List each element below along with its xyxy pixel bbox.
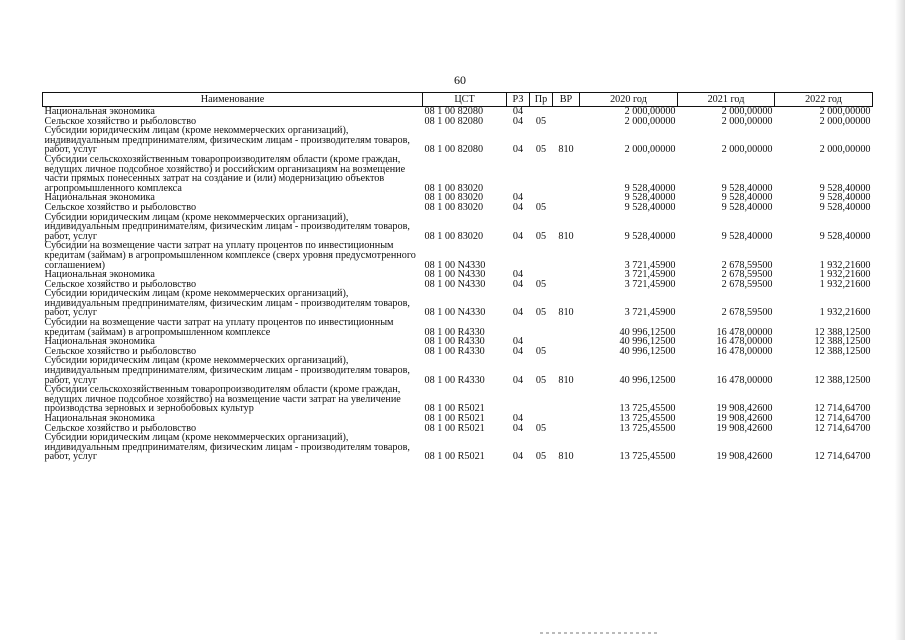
- cell-vr: [553, 318, 580, 337]
- cell-y2021: 19 908,42600: [716, 451, 773, 463]
- table-row: [43, 289, 873, 318]
- cell-pr: [530, 155, 553, 193]
- cell-y2022: 1 932,21600: [819, 259, 871, 271]
- cell-rz: 04: [512, 451, 524, 463]
- cell-pr: 05: [535, 278, 547, 290]
- cell-rz: [507, 318, 530, 337]
- cell-vr: [553, 107, 580, 117]
- cell-name: Субсидии сельскохозяйственным товаропроизводителям области (кроме граждан, ведущих личное подсобное хозяйство) на возмещение части затрат на увеличение производства зерновых и зернобобовых культур: [44, 384, 401, 415]
- column-header-cst: ЦСТ: [423, 93, 507, 107]
- cell-name: Субсидии юридическим лицам (кроме некоммерческих организаций), индивидуальным предпринимателям, физическим лицам - производителям товаров, работ, услуг: [44, 355, 410, 386]
- cell-y2022: 1 932,21600: [819, 307, 871, 319]
- cell-cst: 08 1 00 N4330: [424, 307, 486, 319]
- cell-y2021: 2 678,59500: [721, 269, 773, 281]
- cell-rz: 04: [512, 422, 524, 434]
- cell-rz: [507, 385, 530, 414]
- cell-rz: 04: [512, 230, 524, 242]
- cell-y2020: 3 721,45900: [624, 269, 676, 281]
- cell-cst: 08 1 00 83020: [424, 182, 484, 194]
- cell-vr: [553, 270, 580, 280]
- cell-y2021: 9 528,40000: [721, 182, 773, 194]
- cell-y2022: 12 388,12500: [814, 345, 871, 357]
- cell-y2021: 9 528,40000: [721, 201, 773, 213]
- cell-vr: 810: [558, 307, 574, 319]
- cell-y2022: 2 000,00000: [819, 106, 871, 117]
- cell-y2021: 16 478,00000: [716, 336, 773, 348]
- cell-y2020: 9 528,40000: [624, 201, 676, 213]
- cell-y2020: 9 528,40000: [624, 182, 676, 194]
- cell-y2020: 3 721,45900: [624, 259, 676, 271]
- cell-y2020: 40 996,12500: [619, 345, 676, 357]
- cell-name: Субсидии на возмещение части затрат на уплату процентов по инвестиционным кредитам (займам) в агропромышленном комплексе (сверх уровня предусмотренного соглашением): [44, 240, 416, 271]
- cell-vr: [553, 117, 580, 127]
- cell-y2021: 2 000,00000: [721, 144, 773, 156]
- table-row: [43, 213, 873, 242]
- cell-y2022: 9 528,40000: [819, 192, 871, 204]
- cell-y2020: 2 000,00000: [624, 115, 676, 127]
- cell-y2022: 1 932,21600: [819, 269, 871, 281]
- cell-y2020: 9 528,40000: [624, 192, 676, 204]
- cell-cst: 08 1 00 N4330: [424, 269, 486, 281]
- cell-pr: 05: [535, 144, 547, 156]
- cell-pr: 05: [535, 230, 547, 242]
- cell-name: Национальная экономика: [44, 413, 155, 424]
- cell-rz: 04: [512, 413, 524, 424]
- cell-rz: 04: [512, 336, 524, 348]
- cell-cst: 08 1 00 R5021: [424, 403, 485, 415]
- table-header-row: [43, 93, 873, 107]
- cell-name: Сельское хозяйство и рыболовство: [44, 422, 197, 434]
- cell-cst: 08 1 00 R5021: [424, 422, 485, 434]
- table-row: [43, 241, 873, 270]
- cell-cst: 08 1 00 R4330: [424, 345, 485, 357]
- cell-name: Сельское хозяйство и рыболовство: [44, 115, 197, 127]
- cell-name: Субсидии юридическим лицам (кроме некоммерческих организаций), индивидуальным предпринимателям, физическим лицам - производителям товаров, работ, услуг: [44, 125, 410, 156]
- cell-y2022: 12 388,12500: [814, 326, 871, 338]
- cell-y2021: 9 528,40000: [721, 192, 773, 204]
- cell-vr: [553, 385, 580, 414]
- cell-cst: 08 1 00 R5021: [424, 451, 485, 463]
- column-header-rz: РЗ: [507, 93, 530, 107]
- cell-y2021: 2 678,59500: [721, 259, 773, 271]
- cell-y2020: 40 996,12500: [619, 336, 676, 348]
- cell-cst: 08 1 00 R4330: [424, 336, 485, 348]
- cell-y2021: 19 908,42600: [716, 413, 773, 424]
- cell-pr: 05: [535, 374, 547, 386]
- scan-edge-shadow: [895, 0, 905, 640]
- cell-vr: [553, 424, 580, 434]
- cell-y2020: 3 721,45900: [624, 307, 676, 319]
- cell-y2022: 9 528,40000: [819, 182, 871, 194]
- table-body: [43, 107, 873, 462]
- cell-name: Сельское хозяйство и рыболовство: [44, 201, 197, 213]
- cell-name: Национальная экономика: [44, 106, 155, 117]
- cell-cst: 08 1 00 83020: [424, 201, 484, 213]
- cell-y2022: 12 714,64700: [814, 403, 871, 415]
- cell-name: Субсидии юридическим лицам (кроме некоммерческих организаций), индивидуальным предпринимателям, физическим лицам - производителям товаров, работ, услуг: [44, 211, 410, 242]
- cell-vr: 810: [558, 451, 574, 463]
- cell-rz: [507, 155, 530, 193]
- cell-rz: 04: [512, 115, 524, 127]
- cell-rz: 04: [512, 106, 524, 117]
- table-row: [43, 155, 873, 193]
- cell-name: Субсидии юридическим лицам (кроме некоммерческих организаций), индивидуальным предпринимателям, физическим лицам - производителям товаров, работ, услуг: [44, 288, 410, 319]
- column-header-2022: 2022 год: [775, 93, 873, 107]
- cell-y2021: 16 478,00000: [716, 345, 773, 357]
- budget-table: [42, 92, 873, 462]
- cell-vr: [553, 347, 580, 357]
- table-row: [43, 433, 873, 462]
- cell-rz: [507, 241, 530, 270]
- cell-y2021: 19 908,42600: [716, 403, 773, 415]
- column-header-pr: Пр: [530, 93, 553, 107]
- cell-vr: 810: [558, 230, 574, 242]
- cell-y2021: 19 908,42600: [716, 422, 773, 434]
- cell-vr: [553, 337, 580, 347]
- cell-y2022: 9 528,40000: [819, 201, 871, 213]
- cell-y2022: 2 000,00000: [819, 115, 871, 127]
- cell-pr: 05: [535, 201, 547, 213]
- column-header-2021: 2021 год: [678, 93, 775, 107]
- cell-name: Национальная экономика: [44, 336, 155, 348]
- cell-rz: 04: [512, 144, 524, 156]
- cell-name: Субсидии на возмещение части затрат на уплату процентов по инвестиционным кредитам (займам) в агропромышленном комплексе: [44, 317, 394, 338]
- cell-cst: 08 1 00 83020: [424, 192, 484, 204]
- cell-rz: 04: [512, 374, 524, 386]
- column-header-2020: 2020 год: [580, 93, 678, 107]
- cell-y2022: 12 714,64700: [814, 422, 871, 434]
- page-number: 60: [454, 73, 466, 87]
- cell-pr: [530, 385, 553, 414]
- cell-y2021: 2 000,00000: [721, 106, 773, 117]
- cell-pr: [530, 241, 553, 270]
- cell-vr: [553, 203, 580, 213]
- cell-y2022: 12 714,64700: [814, 413, 871, 424]
- cell-cst: 08 1 00 R4330: [424, 326, 485, 338]
- cell-y2020: 13 725,45500: [619, 451, 676, 463]
- cell-pr: 05: [535, 422, 547, 434]
- scan-bottom-artifact: [540, 632, 660, 634]
- cell-name: Сельское хозяйство и рыболовство: [44, 345, 197, 357]
- cell-y2021: 16 478,00000: [716, 326, 773, 338]
- cell-rz: 04: [512, 278, 524, 290]
- cell-y2020: 9 528,40000: [624, 230, 676, 242]
- cell-rz: 04: [512, 307, 524, 319]
- cell-y2022: 12 714,64700: [814, 451, 871, 463]
- cell-y2022: 2 000,00000: [819, 144, 871, 156]
- table-row: [43, 356, 873, 385]
- cell-y2020: 13 725,45500: [619, 403, 676, 415]
- table-row: [43, 126, 873, 155]
- cell-name: Национальная экономика: [44, 192, 155, 204]
- cell-cst: 08 1 00 N4330: [424, 259, 486, 271]
- table-row: [43, 318, 873, 337]
- cell-rz: 04: [512, 269, 524, 281]
- cell-y2021: 16 478,00000: [716, 374, 773, 386]
- cell-y2020: 13 725,45500: [619, 422, 676, 434]
- cell-name: Субсидии юридическим лицам (кроме некоммерческих организаций), индивидуальным предпринимателям, физическим лицам - производителям товаров, работ, услуг: [44, 432, 410, 463]
- cell-rz: 04: [512, 201, 524, 213]
- cell-cst: 08 1 00 R4330: [424, 374, 485, 386]
- cell-name: Субсидии сельскохозяйственным товаропроизводителям области (кроме граждан, ведущих личное подсобное хозяйство) и российским организациям на возмещение части прямых понесенных затрат на создание и (или) модернизацию объектов агропромышленного комплекса: [44, 153, 406, 194]
- cell-vr: [553, 241, 580, 270]
- cell-vr: [553, 155, 580, 193]
- cell-vr: [553, 193, 580, 203]
- cell-pr: 05: [535, 307, 547, 319]
- cell-y2020: 40 996,12500: [619, 326, 676, 338]
- cell-cst: 08 1 00 R5021: [424, 413, 485, 424]
- cell-cst: 08 1 00 N4330: [424, 278, 486, 290]
- cell-y2020: 3 721,45900: [624, 278, 676, 290]
- table-row: [43, 385, 873, 414]
- cell-y2021: 2 678,59500: [721, 307, 773, 319]
- cell-y2021: 2 678,59500: [721, 278, 773, 290]
- cell-cst: 08 1 00 83020: [424, 230, 484, 242]
- cell-y2020: 13 725,45500: [619, 413, 676, 424]
- cell-rz: 04: [512, 192, 524, 204]
- cell-y2022: 1 932,21600: [819, 278, 871, 290]
- cell-name: Сельское хозяйство и рыболовство: [44, 278, 197, 290]
- column-header-vr: ВР: [553, 93, 580, 107]
- cell-y2022: 9 528,40000: [819, 230, 871, 242]
- cell-cst: 08 1 00 82080: [424, 115, 484, 127]
- cell-y2022: 12 388,12500: [814, 336, 871, 348]
- cell-pr: [530, 318, 553, 337]
- cell-vr: 810: [558, 144, 574, 156]
- cell-y2020: 2 000,00000: [624, 144, 676, 156]
- cell-y2021: 2 000,00000: [721, 115, 773, 127]
- cell-vr: [553, 414, 580, 424]
- cell-cst: 08 1 00 82080: [424, 106, 484, 117]
- cell-rz: 04: [512, 345, 524, 357]
- cell-vr: [553, 280, 580, 290]
- cell-pr: 05: [535, 345, 547, 357]
- column-header-name: Наименование: [43, 93, 423, 107]
- cell-y2022: 12 388,12500: [814, 374, 871, 386]
- cell-y2020: 2 000,00000: [624, 106, 676, 117]
- cell-y2021: 9 528,40000: [721, 230, 773, 242]
- cell-pr: 05: [535, 115, 547, 127]
- cell-vr: 810: [558, 374, 574, 386]
- cell-pr: 05: [535, 451, 547, 463]
- cell-cst: 08 1 00 82080: [424, 144, 484, 156]
- cell-name: Национальная экономика: [44, 269, 155, 281]
- cell-y2020: 40 996,12500: [619, 374, 676, 386]
